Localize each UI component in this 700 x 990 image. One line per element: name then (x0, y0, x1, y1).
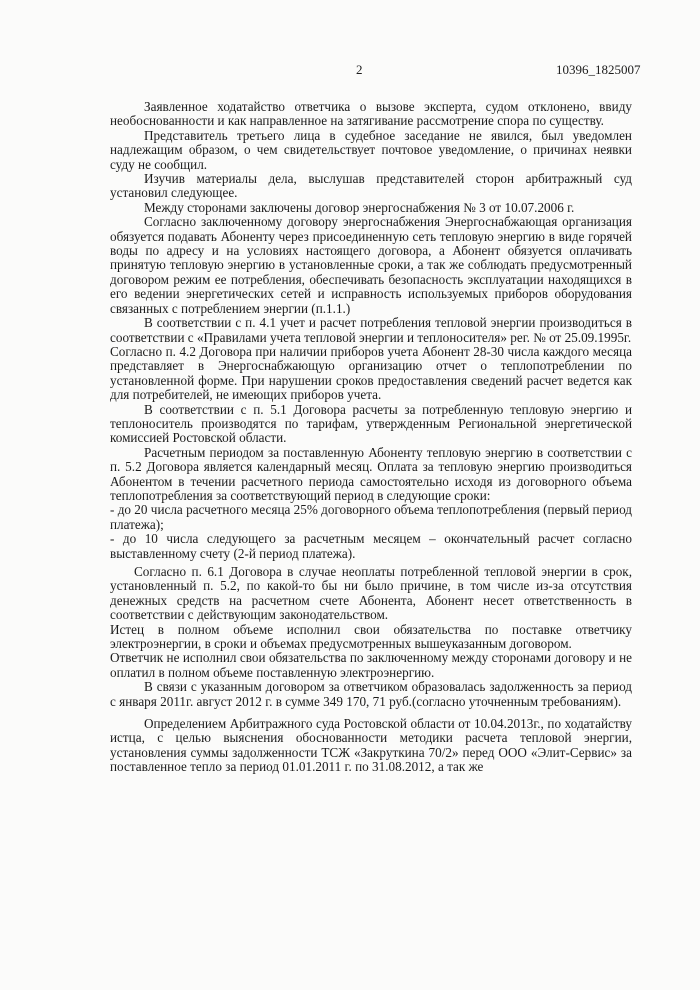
paragraph-clause-6-1: Согласно п. 6.1 Договора в случае неоплаты потребленной тепловой энергии в срок, установленный п. 5.2, по какой-то бы ни было причине, в том числе из-за отсутствия денежных средств на расчетном счете Абонента, Абонент несет ответственность в соответствии с действующим законодательством. (110, 564, 632, 623)
paragraph-clause-5-1: В соответствии с п. 5.1 Договора расчеты за потребленную тепловую энергию и теплоноситель производятся по тарифам, утвержденным Региональной энергетической комиссией Ростовской области. (110, 401, 632, 446)
paragraph-court-established: Изучив материалы дела, выслушав представителей сторон арбитражный суд установил следующее. (110, 171, 632, 201)
paragraph-expert-motion: Заявленное ходатайство ответчика о вызове эксперта, судом отклонено, ввиду необоснованности и как направленное на затягивание рассмотрение спора по существу. (110, 99, 632, 129)
document-body (110, 100, 632, 775)
paragraph-contract: Между сторонами заключены договор энергоснабжения № 3 от 10.07.2006 г. (144, 199, 575, 215)
paragraph-debt: В связи с указанным договором за ответчиком образовалась задолженность за период с января 2011г. август 2012 г. в сумме 349 170, 71 руб.(согласно уточненным требованиям). (110, 679, 632, 709)
paragraph-clause-4-2: Согласно п. 4.2 Договора при наличии приборов учета Абонент 28-30 числа каждого месяца представляет в Энергоснабжающую организацию отчет о теплопотреблении по установленной форме. При нарушении сроков предоставления сведений расчет ведется как для потребителей, не имеющих приборов учета. (110, 343, 632, 403)
paragraph-clause-5-2: Расчетным периодом за поставленную Абоненту тепловую энергию в соответствии с п. 5.2 Договора является календарный месяц. Оплата за тепловую энергию производиться Абонентом в течении расчетного периода самостоятельно исходя из договорного объема теплопотребления за соответствующий период в следующие сроки: (110, 444, 632, 503)
paragraph-clause-4-1: В соответствии с п. 4.1 учет и расчет потребления тепловой энергии производиться в соответствии с «Правилами учета тепловой энергии и теплоносителя» рег. № от 25.09.1995г. (110, 315, 632, 345)
paragraph-plaintiff-obligations: Истец в полном объеме исполнил свои обязательства по поставке ответчику электроэнергии, в сроки и объемах предусмотренных вышеуказанным договором. (110, 621, 632, 652)
paragraph-payment-term-1: - до 20 числа расчетного месяца 25% договорного объема теплопотребления (первый период платежа); (110, 502, 632, 532)
paragraph-contract-terms: Согласно заключенному договору энергоснабжения Энергоснабжающая организация обязуется подавать Абоненту через присоединенную сеть тепловую энергию в виде горячей воды по адресу и на условиях настоящего договора, а Абонент обязуется оплачивать принятую тепловую энергию в установленные сроки, а так же соблюдать предусмотренный договором режим ее потребления, обеспечивать безопасность эксплуатации находящихся в его ведении энергетических сетей и исправность используемых приборов оборудования связанных с потреблением энергии (п.1.1.) (110, 214, 632, 316)
document-number: 10396_1825007 (556, 62, 641, 77)
paragraph-court-ruling: Определением Арбитражного суда Ростовской области от 10.04.2013г., по ходатайству истца, с целью выяснения обоснованности методики расчета тепловой энергии, установления суммы задолженности ТСЖ «Закруткина 70/2» перед ООО «Элит-Сервис» за поставленное тепло за период 01.01.2011 г. по 31.08.2012, а так же (110, 716, 632, 775)
page-number: 2 (356, 62, 363, 77)
paragraph-defendant-default: Ответчик не исполнил свои обязательства по заключенному между сторонами договору и не оплатил в полном объеме поставленную электроэнергию. (110, 650, 632, 680)
paragraph-payment-term-2: - до 10 числа следующего за расчетным месяцем – окончательный расчет согласно выставленному счету (2-й период платежа). (110, 531, 632, 561)
paragraph-third-party: Представитель третьего лица в судебное заседание не явился, был уведомлен надлежащим образом, о чем свидетельствует почтовое уведомление, о причинах неявки суду не сообщил. (110, 127, 632, 172)
